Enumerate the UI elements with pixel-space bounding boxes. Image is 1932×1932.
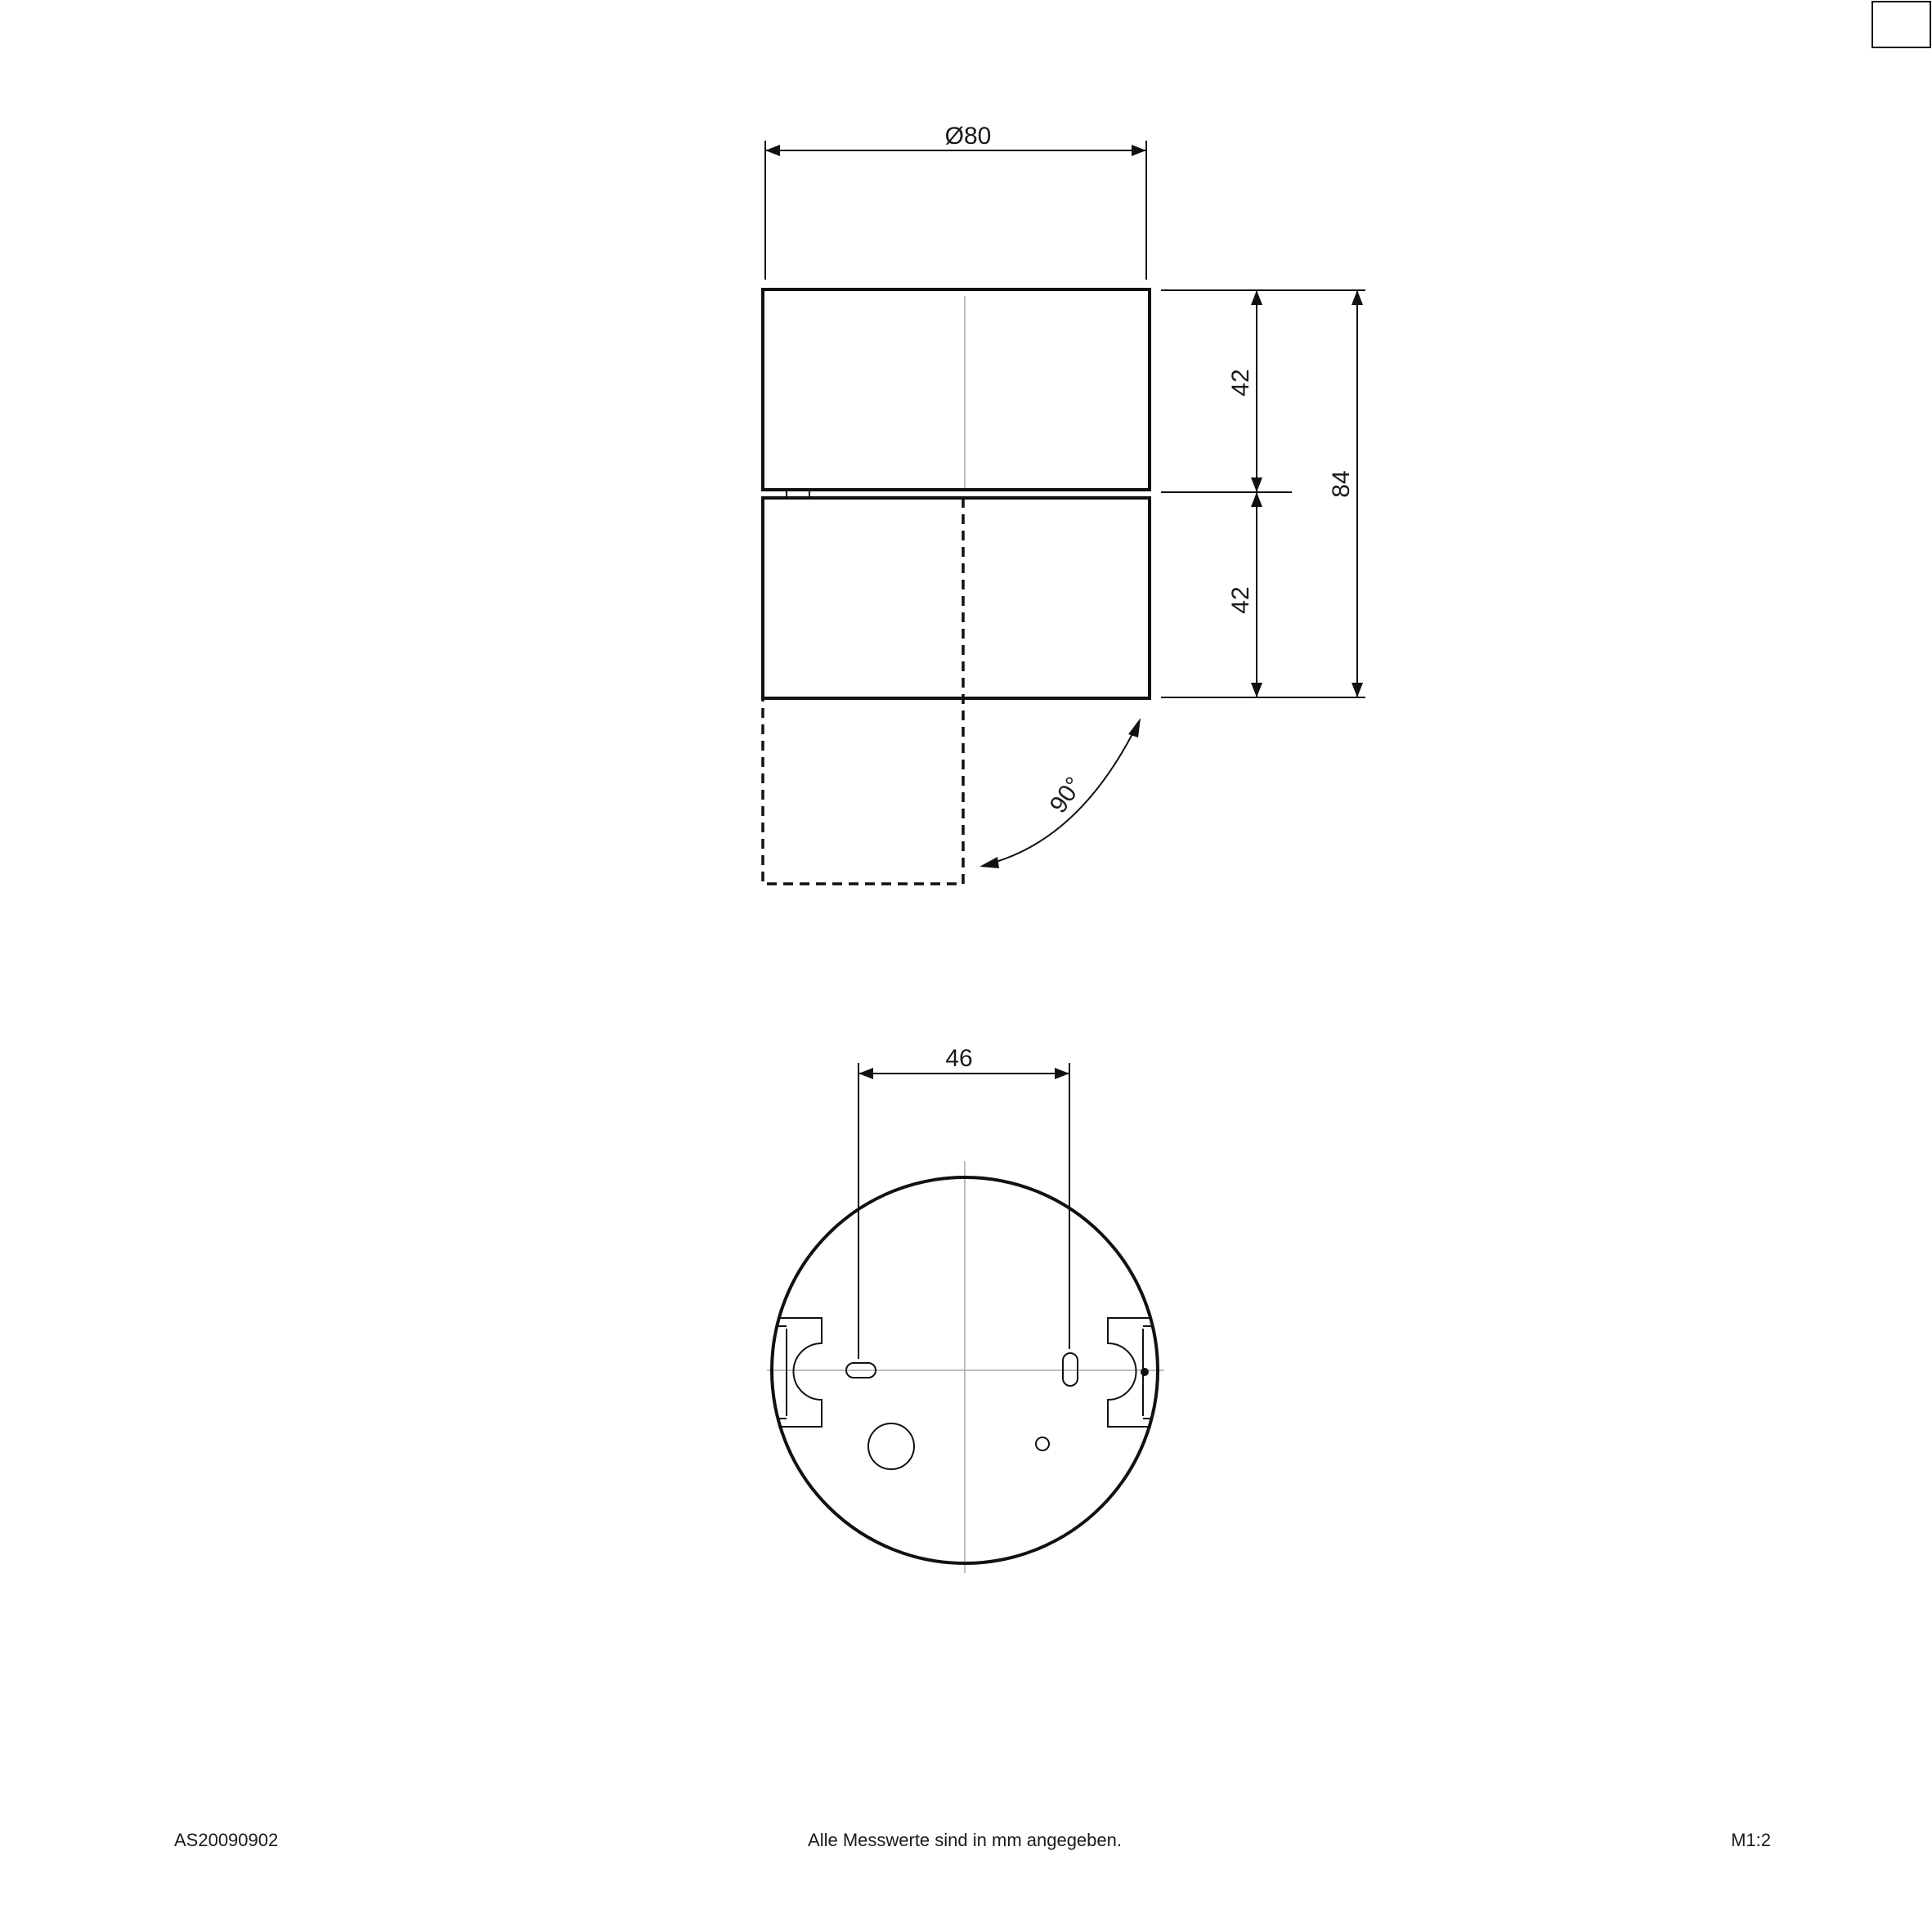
rotation-arrowhead-top bbox=[1128, 718, 1141, 737]
upper-body bbox=[763, 289, 1150, 490]
lower-height-arrow-bottom bbox=[1251, 683, 1262, 697]
upper-height-arrow-top bbox=[1251, 290, 1262, 305]
diameter-arrow-left bbox=[765, 145, 780, 156]
upper-height-arrow-bottom bbox=[1251, 477, 1262, 492]
rotated-position-outline bbox=[763, 498, 963, 884]
spacing-label: 46 bbox=[945, 1045, 973, 1072]
upper-height-label: 42 bbox=[1227, 369, 1254, 397]
rotation-label: 90° bbox=[1044, 772, 1088, 818]
left-clip-inner bbox=[778, 1326, 787, 1419]
small-hole bbox=[1036, 1437, 1049, 1450]
spacing-arrow-left bbox=[858, 1068, 873, 1079]
left-mounting-clip bbox=[778, 1318, 822, 1427]
lower-height-arrow-top bbox=[1251, 492, 1262, 507]
corner-frame-box bbox=[1872, 2, 1930, 47]
lower-body bbox=[763, 498, 1150, 698]
side-view bbox=[763, 123, 1365, 884]
diameter-label: Ø80 bbox=[944, 123, 992, 150]
drawing-number: AS20090902 bbox=[174, 1830, 279, 1850]
cable-entry-hole bbox=[868, 1423, 914, 1469]
total-height-arrow-top bbox=[1352, 290, 1363, 305]
total-height-arrow-bottom bbox=[1352, 683, 1363, 697]
measurement-note: Alle Messwerte sind in mm angegeben. bbox=[808, 1830, 1122, 1850]
total-height-label: 84 bbox=[1328, 470, 1355, 498]
spacing-arrow-right bbox=[1055, 1068, 1069, 1079]
right-clip-screw bbox=[1141, 1368, 1149, 1376]
lower-height-label: 42 bbox=[1227, 586, 1254, 614]
scale-label: M1:2 bbox=[1731, 1830, 1771, 1850]
diameter-arrow-right bbox=[1132, 145, 1146, 156]
rotation-arrowhead-bottom bbox=[979, 857, 999, 868]
bottom-view bbox=[767, 1045, 1164, 1573]
right-mounting-slot bbox=[1063, 1353, 1078, 1386]
